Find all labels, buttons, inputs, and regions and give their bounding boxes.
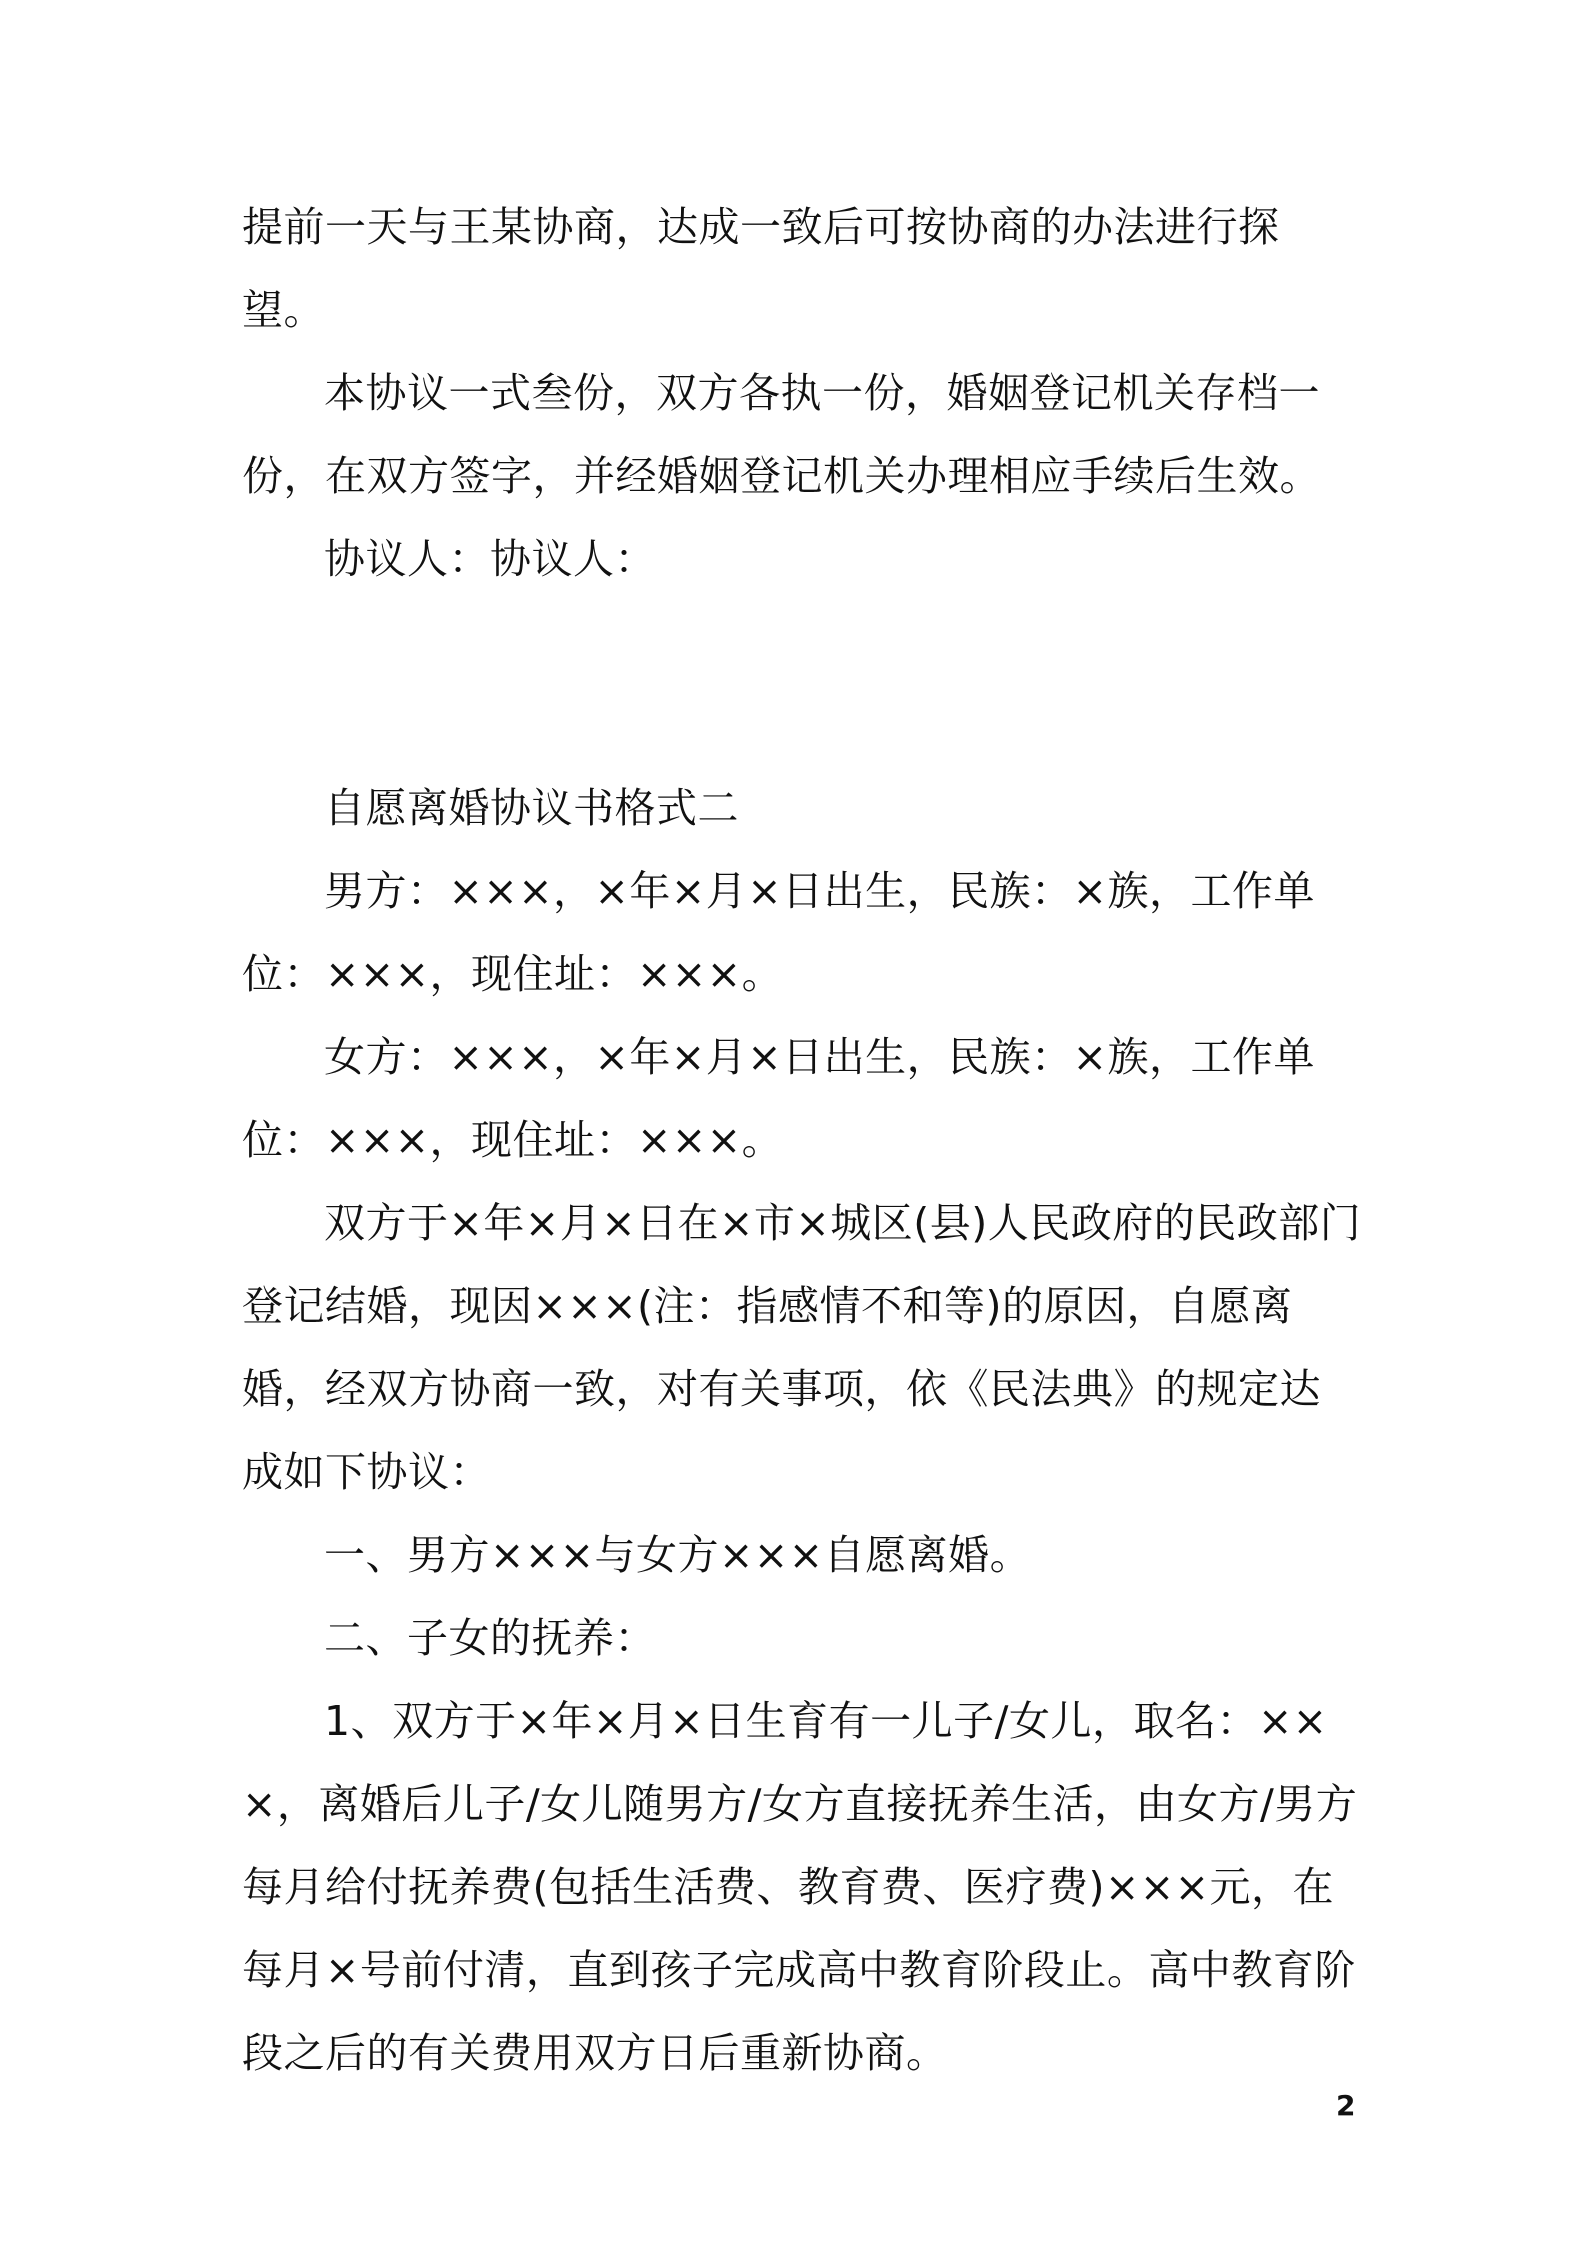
document-body: [242, 186, 1362, 2095]
blank-space: [242, 601, 1362, 767]
paragraph-copies-effective: 本协议一式叁份，双方各执一份，婚姻登记机关存档一份，在双方签字，并经婚姻登记机关办理相应手续后生效。: [242, 369, 1321, 500]
paragraph-female-party: 女方：×××，×年×月×日出生，民族：×族，工作单位：×××，现住址：×××。: [242, 1033, 1315, 1164]
paragraph-male-party: 男方：×××，×年×月×日出生，民族：×族，工作单位：×××，现住址：×××。: [242, 867, 1315, 998]
section-title: 自愿离婚协议书格式二: [324, 784, 739, 832]
clause-voluntary-divorce: 一、男方×××与女方×××自愿离婚。: [324, 1531, 1032, 1579]
clause-child-custody-heading: 二、子女的抚养：: [324, 1614, 656, 1662]
paragraph-signatories: 协议人：协议人：: [324, 535, 656, 583]
paragraph-visit-terms: 提前一天与王某协商，达成一致后可按协商的办法进行探望。: [242, 203, 1280, 334]
page-number: 2: [1336, 2089, 1356, 2122]
clause-child-support: 1、双方于×年×月×日生育有一儿子/女儿，取名：×××，离婚后儿子/女儿随男方/女方直接抚养生活，由女方/男方每月给付抚养费(包括生活费、教育费、医疗费)×××元，在每月×号前付清，直到孩子完成高中教育阶段止。高中教育阶段之后的有关费用双方日后重新协商。: [242, 1697, 1358, 2077]
paragraph-marriage-background: 双方于×年×月×日在×市×城区(县)人民政府的民政部门登记结婚，现因×××(注：指感情不和等)的原因，自愿离婚，经双方协商一致，对有关事项，依《民法典》的规定达成如下协议：: [242, 1199, 1362, 1496]
